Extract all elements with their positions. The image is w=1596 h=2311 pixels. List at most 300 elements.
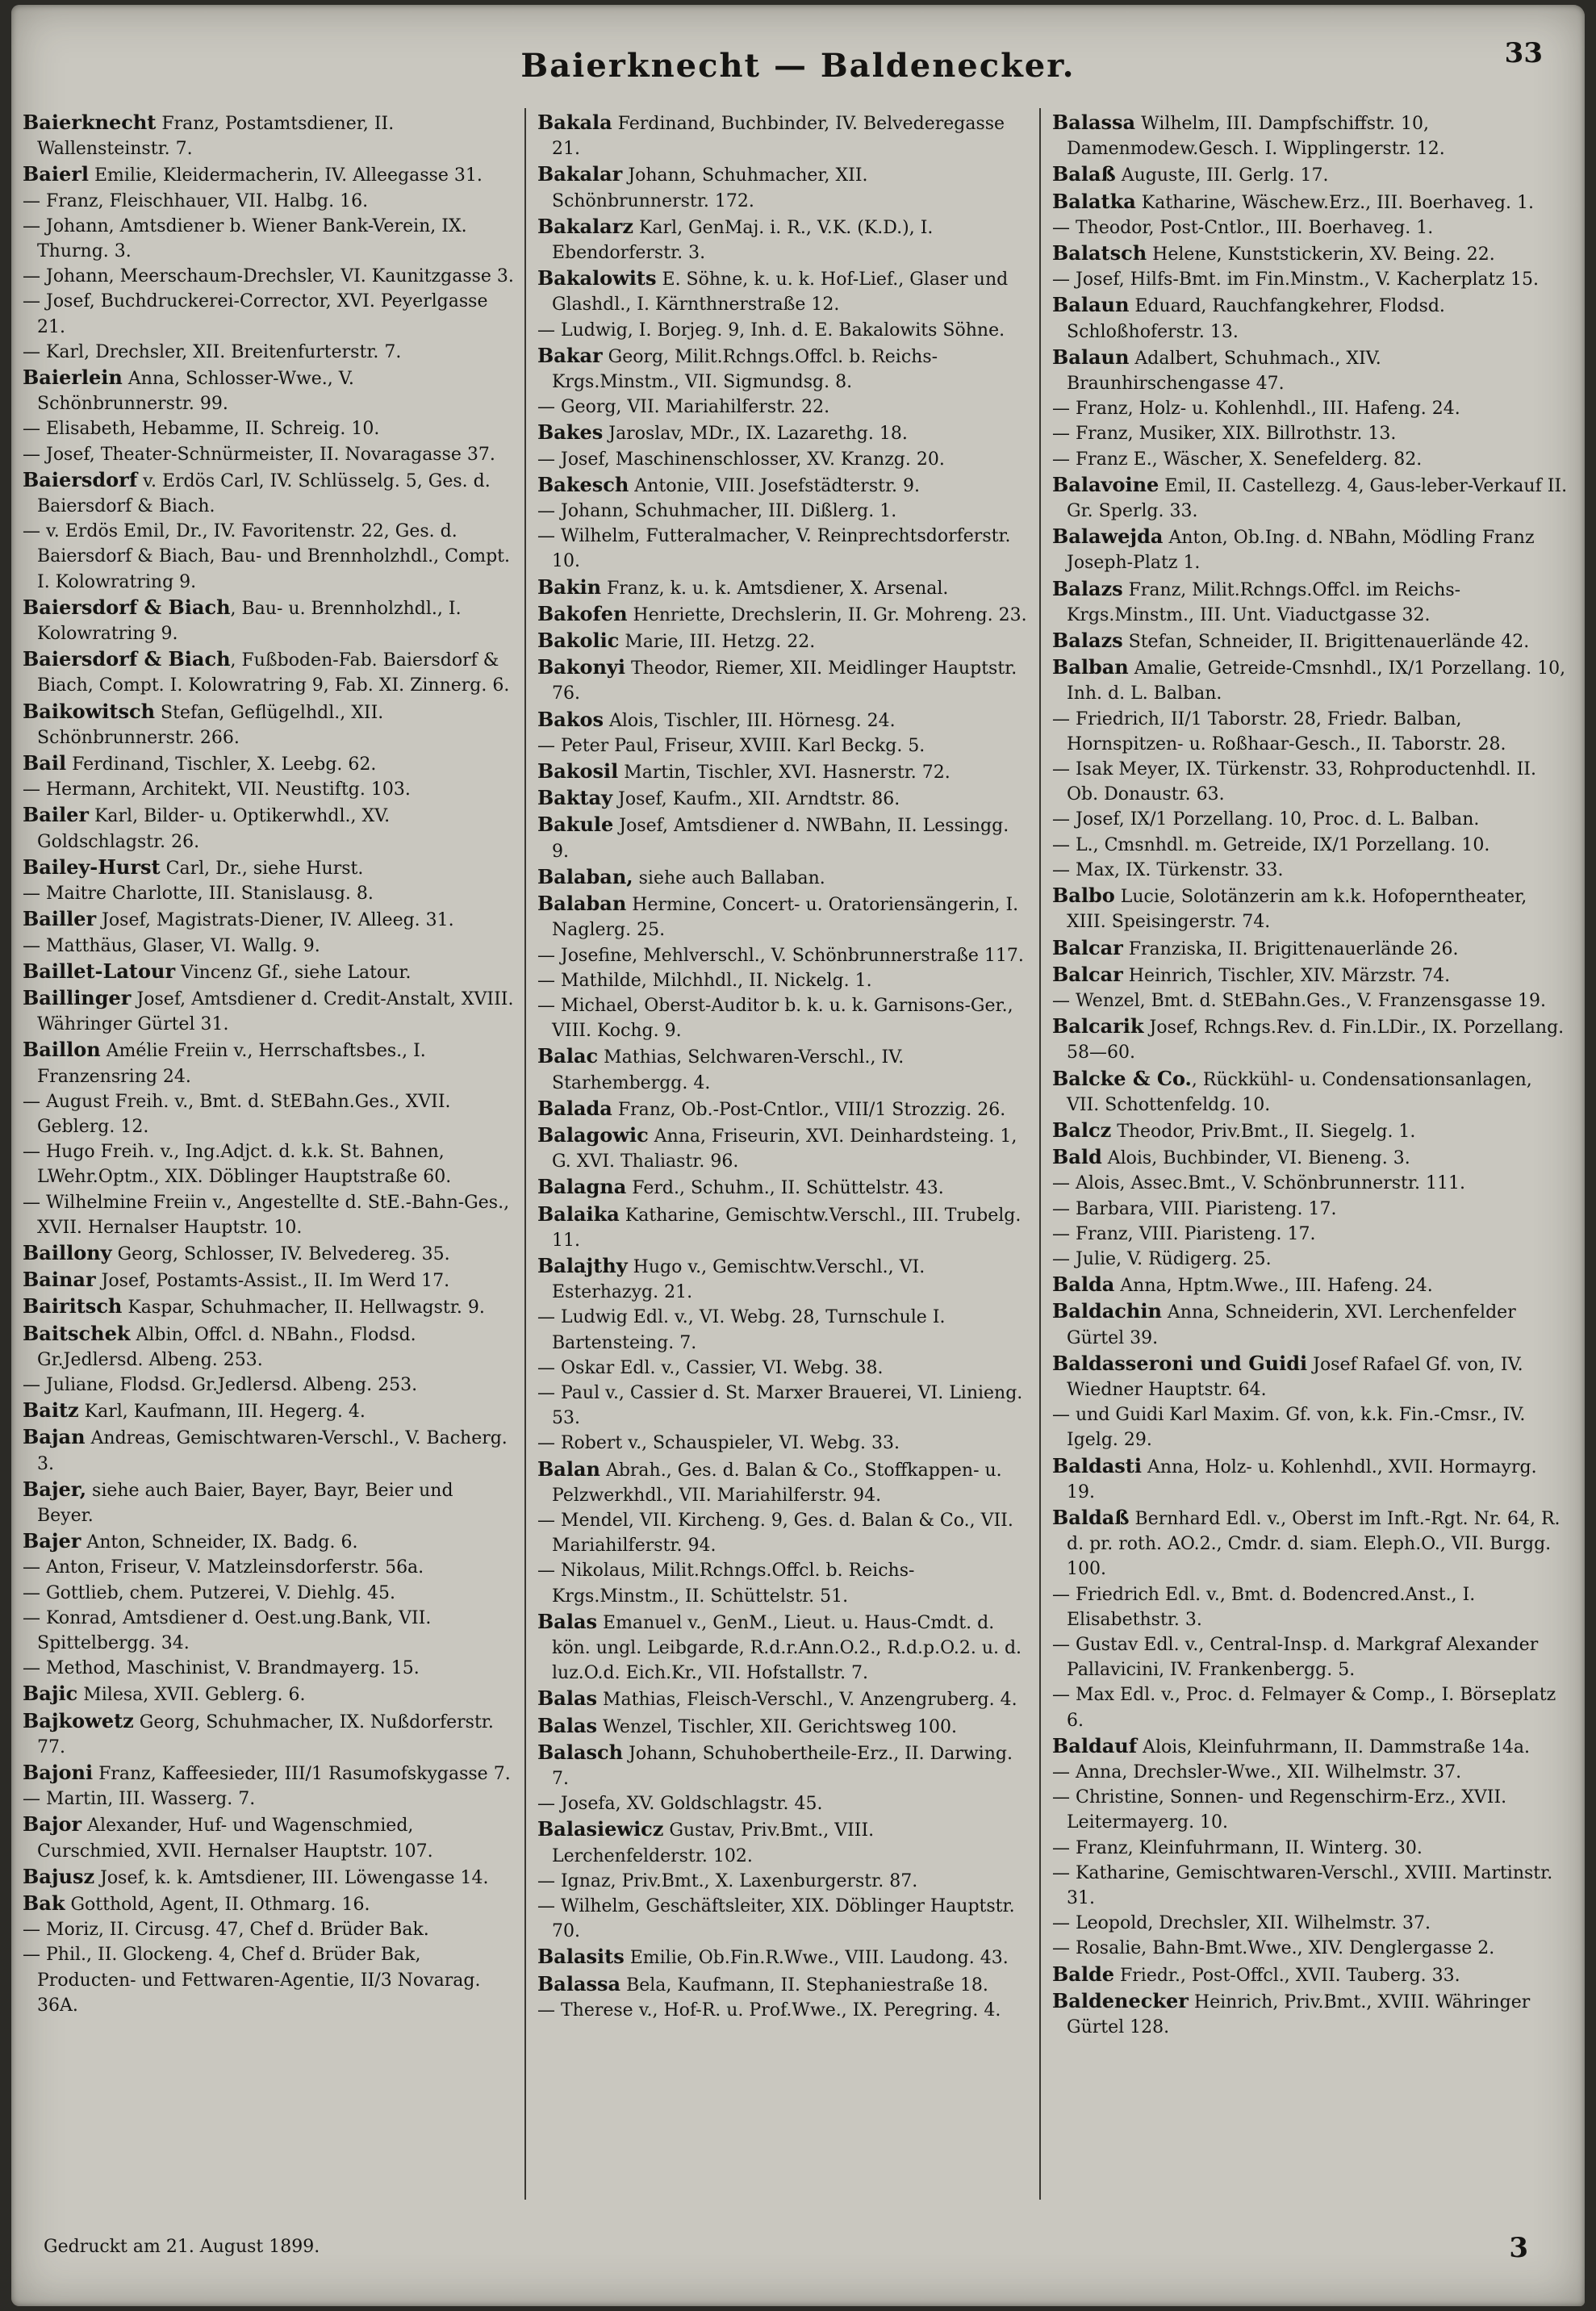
signature-mark: 3 xyxy=(1509,2232,1528,2264)
entry-details: Anna, Schlosser-Wwe., V. Schönbrunnerstr. 99. xyxy=(37,369,354,415)
entry-details: — Johann, Amtsdiener b. Wiener Bank-Verein, IX. Thurng. 3. xyxy=(23,215,467,262)
directory-entry xyxy=(537,1998,1030,2023)
entry-surname: Bailer xyxy=(23,803,89,827)
directory-entry xyxy=(23,750,515,777)
entry-details: Franz, Ob.-Post-Cntlor., VIII/1 Strozzig. 26. xyxy=(612,1099,1006,1120)
entry-details: Johann, Schuhmacher, XII. Schönbrunnerstr. 172. xyxy=(552,165,868,211)
entry-details: Lucie, Solotänzerin am k.k. Hofoperntheater, XIII. Speisingerstr. 74. xyxy=(1067,887,1527,933)
directory-entry xyxy=(537,420,1030,446)
directory-entry xyxy=(1052,576,1569,628)
entry-surname: Balaun xyxy=(1052,345,1130,369)
entry-surname: Bajer, xyxy=(23,1477,87,1501)
directory-entry xyxy=(1052,1760,1569,1785)
entry-surname: Baitz xyxy=(23,1398,79,1423)
directory-entry xyxy=(1052,240,1569,267)
entry-details: Karl, GenMaj. i. R., V.K. (K.D.), I. Ebendorferstr. 3. xyxy=(552,217,934,264)
entry-details: Anna, Friseurin, XVI. Deinhardsteing. 1, G. XVI. Thaliastr. 96. xyxy=(552,1126,1017,1172)
entry-details: Anna, Schneiderin, XVI. Lerchenfelder Gürtel 39. xyxy=(1067,1302,1516,1348)
entry-details: Henriette, Drechslerin, II. Gr. Mohreng. 23. xyxy=(627,604,1027,625)
directory-entry xyxy=(1052,1453,1569,1505)
directory-entry xyxy=(23,442,515,467)
directory-entry xyxy=(537,343,1030,395)
entry-surname: Balassa xyxy=(1052,111,1136,134)
entry-surname: Balbo xyxy=(1052,884,1115,908)
entry-details: Kaspar, Schuhmacher, II. Hellwagstr. 9. xyxy=(122,1298,485,1318)
entry-details: E. Söhne, k. u. k. Hof-Lief., Glaser und Glashdl., I. Kärnthnerstraße 12. xyxy=(552,270,1009,316)
entry-details: v. Erdös Carl, IV. Schlüsselg. 5, Ges. d. Baiersdorf & Biach. xyxy=(37,470,491,517)
entry-details: — Franz, Musiker, XIX. Billrothstr. 13. xyxy=(1052,424,1397,445)
directory-entry xyxy=(1052,345,1569,396)
directory-entry xyxy=(23,881,515,906)
directory-entry xyxy=(537,628,1030,654)
directory-entry xyxy=(537,785,1030,812)
entry-details: Stefan, Schneider, II. Brigittenauerlände 42. xyxy=(1122,632,1530,653)
directory-entry xyxy=(1052,421,1569,446)
entry-details: Alexander, Huf- und Wagenschmied, Curschmied, XVII. Hernalser Hauptstr. 107. xyxy=(37,1816,433,1862)
entry-surname: Bakalowits xyxy=(537,266,657,290)
entry-surname: Baierlein xyxy=(23,366,123,390)
entry-details: Katharine, Wäschew.Erz., III. Boerhaveg. 1. xyxy=(1135,192,1534,213)
directory-entry xyxy=(1052,1402,1569,1452)
entry-details: Josef, Postamts-Assist., II. Im Werd 17. xyxy=(95,1271,450,1292)
directory-entry xyxy=(1052,1988,1569,2040)
directory-entry xyxy=(537,1791,1030,1816)
entry-details: — Leopold, Drechsler, XII. Wilhelmstr. 37. xyxy=(1052,1913,1431,1934)
directory-entry xyxy=(537,1740,1030,1791)
directory-entry xyxy=(537,110,1030,161)
entry-details: — Karl, Drechsler, XII. Breitenfurterstr. 7. xyxy=(23,341,402,362)
entry-surname: Bald xyxy=(1052,1145,1102,1169)
entry-surname: Bajkowetz xyxy=(23,1708,134,1732)
entry-details: Helene, Kunststickerin, XV. Being. 22. xyxy=(1147,244,1495,265)
entry-details: — Gustav Edl. v., Central-Insp. d. Markgraf Alexander Pallavicini, IV. Frankenbergg. 5. xyxy=(1052,1634,1539,1681)
directory-entry xyxy=(1052,628,1569,654)
entry-surname: Balatsch xyxy=(1052,241,1147,265)
entry-surname: Balcar xyxy=(1052,962,1123,986)
directory-entry xyxy=(23,1812,515,1863)
directory-entry xyxy=(1052,1272,1569,1298)
entry-surname: Balac xyxy=(537,1044,599,1068)
directory-entry xyxy=(23,189,515,214)
entry-surname: Balas xyxy=(537,1609,598,1633)
entry-surname: Balcar xyxy=(1052,935,1123,959)
entry-details: — Johann, Meerschaum-Drechsler, VI. Kaunitzgasse 3. xyxy=(23,266,514,287)
directory-entry xyxy=(1052,1351,1569,1402)
entry-details: Anna, Hptm.Wwe., III. Hafeng. 24. xyxy=(1114,1276,1433,1297)
entry-details: Karl, Bilder- u. Optikerwhdl., XV. Goldschlagstr. 26. xyxy=(37,806,391,852)
entry-details: Jaroslav, MDr., IX. Lazarethg. 18. xyxy=(603,424,908,445)
entry-surname: Bakalar xyxy=(537,162,623,186)
entry-details: Antonie, VIII. Josefstädterstr. 9. xyxy=(629,475,921,496)
directory-entry xyxy=(23,161,515,188)
directory-entry xyxy=(1052,1582,1569,1632)
directory-entry xyxy=(1052,1911,1569,1936)
entry-details: Hermine, Concert- u. Oratoriensängerin, I. Naglerg. 25. xyxy=(552,895,1019,941)
directory-entry xyxy=(537,864,1030,891)
directory-entry xyxy=(23,1708,515,1760)
entry-details: siehe auch Ballaban. xyxy=(633,867,825,888)
entry-surname: Balcke & Co. xyxy=(1052,1066,1192,1090)
directory-entry xyxy=(1052,1936,1569,1961)
directory-entry xyxy=(1052,161,1569,188)
entry-surname: Bainar xyxy=(23,1268,96,1292)
directory-entry xyxy=(537,1096,1030,1122)
directory-entry xyxy=(1052,935,1569,962)
entry-surname: Bailey-Hurst xyxy=(23,855,161,879)
directory-entry xyxy=(23,1398,515,1424)
directory-entry xyxy=(537,499,1030,524)
entry-details: — Anton, Friseur, V. Matzleinsdorferstr. 56a. xyxy=(23,1557,424,1578)
entry-details: Katharine, Gemischtw.Verschl., III. Trubelg. 11. xyxy=(552,1205,1022,1251)
directory-entry xyxy=(23,777,515,802)
entry-details: Franziska, II. Brigittenauerlände 26. xyxy=(1122,938,1459,959)
entry-details: Gotthold, Agent, II. Othmarg. 16. xyxy=(65,1895,370,1916)
directory-entry xyxy=(537,1381,1030,1431)
entry-surname: Balazs xyxy=(1052,629,1123,653)
entry-surname: Baldachin xyxy=(1052,1299,1162,1323)
entry-surname: Bakesch xyxy=(537,472,629,496)
directory-entry xyxy=(1052,1197,1569,1222)
entry-details: Franz, Kaffeesieder, III/1 Rasumofskygasse 7. xyxy=(93,1764,511,1784)
entry-details: Wenzel, Tischler, XII. Gerichtsweg 100. xyxy=(597,1716,957,1737)
entry-details: — Paul v., Cassier d. St. Marxer Brauerei, VI. Linieng. 53. xyxy=(537,1382,1023,1429)
directory-entry xyxy=(1052,267,1569,292)
entry-surname: Balan xyxy=(537,1456,600,1481)
page-footer xyxy=(11,2216,1585,2280)
entry-details: — Katharine, Gemischtwaren-Verschl., XVIII. Martinstr. 31. xyxy=(1052,1862,1553,1909)
entry-details: Marie, III. Hetzg. 22. xyxy=(619,632,816,653)
entry-surname: Bakos xyxy=(537,707,604,731)
entry-details: , Rückkühl- u. Condensationsanlagen, VII. Schottenfeldg. 10. xyxy=(1067,1069,1532,1115)
entry-details: — Ignaz, Priv.Bmt., X. Laxenburgerstr. 87. xyxy=(537,1870,918,1891)
entry-details: — L., Cmsnhdl. m. Getreide, IX/1 Porzellang. 10. xyxy=(1052,834,1490,855)
entry-surname: Balavoine xyxy=(1052,472,1159,496)
directory-entry xyxy=(1052,654,1569,706)
directory-entry xyxy=(537,733,1030,758)
directory-entry xyxy=(23,906,515,933)
entry-surname: Balas xyxy=(537,1686,598,1711)
entry-details: Bela, Kaufmann, II. Stephaniestraße 18. xyxy=(620,1975,988,1995)
entry-surname: Balda xyxy=(1052,1273,1115,1297)
directory-entry xyxy=(1052,189,1569,215)
entry-surname: Bakala xyxy=(537,111,612,134)
entry-details: Mathias, Fleisch-Verschl., V. Anzengruberg. 4. xyxy=(597,1690,1017,1711)
entry-details: — Franz E., Wäscher, X. Senefelderg. 82. xyxy=(1052,449,1423,470)
directory-entry xyxy=(1052,396,1569,421)
directory-entry xyxy=(537,1894,1030,1944)
entry-details: Alois, Tischler, III. Hörnesg. 24. xyxy=(603,710,896,731)
directory-entry xyxy=(537,1431,1030,1456)
entry-details: — Michael, Oberst-Auditor b. k. u. k. Garnisons-Ger., VIII. Kochg. 9. xyxy=(537,995,1013,1042)
entry-surname: Bakin xyxy=(537,575,602,599)
entry-surname: Bajusz xyxy=(23,1864,95,1888)
entry-surname: Bakar xyxy=(537,343,603,367)
entry-details: Friedr., Post-Offcl., XVII. Tauberg. 33. xyxy=(1114,1965,1460,1986)
directory-entry xyxy=(1052,292,1569,344)
column-divider xyxy=(1039,108,1041,2200)
entry-details: Josef, Amtsdiener d. Credit-Anstalt, XVIII. Währinger Gürtel 31. xyxy=(37,988,514,1035)
entry-details: Amélie Freiin v., Herrschaftsbes., I. Franzensring 24. xyxy=(37,1041,426,1087)
entry-surname: Baiersdorf & Biach xyxy=(23,647,231,671)
directory-entry xyxy=(1052,447,1569,472)
directory-entry xyxy=(23,365,515,416)
entry-details: Carl, Dr., siehe Hurst. xyxy=(160,858,364,879)
directory-entry xyxy=(537,1456,1030,1508)
entry-details: — Phil., II. Glockeng. 4, Chef d. Brüder Bak, Producten- und Fettwaren-Agentie, II/3 Novarag. 36A. xyxy=(23,1945,481,2016)
directory-entry xyxy=(23,1240,515,1267)
directory-entry xyxy=(23,289,515,339)
directory-entry xyxy=(1052,1733,1569,1760)
entry-details: — Theodor, Post-Cntlor., III. Boerhaveg. 1. xyxy=(1052,217,1434,238)
entry-details: Anna, Holz- u. Kohlenhdl., XVII. Hormayrg. 19. xyxy=(1067,1456,1537,1502)
entry-surname: Bakalarz xyxy=(537,214,633,238)
entry-details: — Mendel, VII. Kircheng. 9, Ges. d. Balan & Co., VII. Mariahilferstr. 94. xyxy=(537,1510,1013,1557)
entry-details: — Josef, IX/1 Porzellang. 10, Proc. d. L. Balban. xyxy=(1052,809,1480,830)
entry-details: Ferdinand, Buchbinder, IV. Belvederegasse 21. xyxy=(552,114,1005,160)
column-3 xyxy=(1052,110,1569,2200)
entry-details: — Ludwig Edl. v., VI. Webg. 28, Turnschule I. Bartensteing. 7. xyxy=(537,1307,946,1353)
entry-details: Emilie, Kleidermacherin, IV. Alleegasse 31. xyxy=(88,165,483,186)
entry-details: Josef, Magistrats-Diener, IV. Alleeg. 31. xyxy=(96,910,454,931)
entry-surname: Bajic xyxy=(23,1682,78,1706)
entry-details: Emanuel v., GenM., Lieut. u. Haus-Cmdt. d. kön. ungl. Leibgarde, R.d.r.Ann.O.2., R.d.p.O.2. u. d. luz.O.d. Eich.Kr., VII. Hofstallstr. 7. xyxy=(552,1612,1022,1684)
entry-surname: Balasits xyxy=(537,1945,625,1969)
directory-entry xyxy=(23,1293,515,1320)
directory-entry xyxy=(23,1681,515,1707)
directory-entry xyxy=(1052,1836,1569,1861)
directory-entry xyxy=(537,812,1030,863)
directory-entry xyxy=(23,1139,515,1189)
entry-details: — Friedrich Edl. v., Bmt. d. Bodencred.Anst., I. Elisabethstr. 3. xyxy=(1052,1584,1476,1630)
entry-surname: Balassa xyxy=(537,1971,621,1995)
column-2 xyxy=(537,110,1030,2200)
directory-entry xyxy=(23,1555,515,1580)
entry-details: Bernhard Edl. v., Oberst im Inft.-Rgt. Nr. 64, R. d. pr. roth. AO.2., Cmdr. d. siam. Eleph.O., VII. Burgg. 100. xyxy=(1067,1508,1560,1580)
directory-entry xyxy=(537,1686,1030,1712)
entry-details: — Josefa, XV. Goldschlagstr. 45. xyxy=(537,1794,823,1815)
entry-details: Emil, II. Castellezg. 4, Gaus-leber-Verkauf II. Gr. Sperlg. 33. xyxy=(1067,475,1568,522)
directory-entry xyxy=(23,595,515,646)
entry-surname: Balasch xyxy=(537,1740,624,1764)
directory-entry xyxy=(537,601,1030,628)
directory-entry xyxy=(1052,1682,1569,1732)
directory-entry xyxy=(23,467,515,519)
directory-entry xyxy=(23,1089,515,1139)
directory-entry xyxy=(537,1508,1030,1558)
directory-entry xyxy=(23,1864,515,1891)
entry-surname: Baktay xyxy=(537,786,613,810)
entry-details: — Christine, Sonnen- und Regenschirm-Erz., XVII. Leitermayerg. 10. xyxy=(1052,1787,1507,1833)
running-head: Baierknecht — Baldenecker. xyxy=(520,47,1076,85)
entry-details: — Alois, Assec.Bmt., V. Schönbrunnerstr. 111. xyxy=(1052,1173,1465,1194)
directory-entry xyxy=(537,395,1030,420)
directory-entry xyxy=(23,699,515,750)
directory-entry xyxy=(537,1558,1030,1608)
entry-surname: Bajor xyxy=(23,1812,82,1837)
directory-entry xyxy=(1052,472,1569,524)
entry-details: — Anna, Drechsler-Wwe., XII. Wilhelmstr. 37. xyxy=(1052,1762,1462,1782)
directory-entry xyxy=(537,1609,1030,1686)
entry-surname: Balde xyxy=(1052,1962,1115,1986)
entry-surname: Bakes xyxy=(537,420,604,445)
entry-details: — und Guidi Karl Maxim. Gf. von, k.k. Fin.-Cmsr., IV. Igelg. 29. xyxy=(1052,1405,1526,1451)
directory-entry xyxy=(537,1201,1030,1253)
entry-details: Gustav, Priv.Bmt., VIII. Lerchenfelderstr. 102. xyxy=(552,1820,875,1866)
entry-surname: Bakule xyxy=(537,813,614,837)
entry-details: — Johann, Schuhmacher, III. Dißlerg. 1. xyxy=(537,501,897,522)
directory-entry xyxy=(23,264,515,289)
entry-surname: Balazs xyxy=(1052,576,1123,600)
entry-details: Auguste, III. Gerlg. 17. xyxy=(1115,165,1329,186)
directory-entry xyxy=(537,1043,1030,1095)
directory-entry xyxy=(537,968,1030,993)
directory-entry xyxy=(537,524,1030,574)
entry-details: Karl, Kaufmann, III. Hegerg. 4. xyxy=(78,1402,366,1423)
directory-entry xyxy=(1052,1298,1569,1350)
entry-details: — Nikolaus, Milit.Rchngs.Offcl. b. Reichs-Krgs.Minstm., II. Schüttelstr. 51. xyxy=(537,1561,915,1607)
directory-page xyxy=(11,5,1585,2306)
entry-details: — Max Edl. v., Proc. d. Felmayer & Comp., I. Börseplatz 6. xyxy=(1052,1685,1556,1731)
entry-details: Albin, Offcl. d. NBahn., Flodsd. Gr.Jedlersd. Albeng. 253. xyxy=(37,1324,416,1370)
directory-entry xyxy=(1052,962,1569,988)
entry-details: Emilie, Ob.Fin.R.Wwe., VIII. Laudong. 43. xyxy=(624,1948,1009,1969)
directory-entry xyxy=(1052,707,1569,757)
entry-details: — Josef, Hilfs-Bmt. im Fin.Minstm., V. Kacherplatz 15. xyxy=(1052,270,1540,290)
entry-details: Wilhelm, III. Dampfschiffstr. 10, Damenmodew.Gesch. I. Wipplingerstr. 12. xyxy=(1067,114,1445,160)
directory-entry xyxy=(1052,1632,1569,1682)
entry-details: — Franz, Kleinfuhrmann, II. Winterg. 30. xyxy=(1052,1837,1423,1858)
entry-details: Franz, Postamtsdiener, II. Wallensteinstr. 7. xyxy=(37,114,395,160)
entry-details: — Rosalie, Bahn-Bmt.Wwe., XIV. Denglergasse 2. xyxy=(1052,1938,1495,1959)
directory-entry xyxy=(537,1122,1030,1174)
entry-details: — Juliane, Flodsd. Gr.Jedlersd. Albeng. 253. xyxy=(23,1374,418,1395)
entry-surname: Balajthy xyxy=(537,1253,628,1277)
directory-entry xyxy=(23,646,515,698)
entry-details: Theodor, Priv.Bmt., II. Siegelg. 1. xyxy=(1111,1121,1416,1142)
entry-details: — Josefine, Mehlverschl., V. Schönbrunnerstraße 117. xyxy=(537,945,1024,966)
entry-details: — Method, Maschinist, V. Brandmayerg. 15. xyxy=(23,1658,420,1679)
directory-entry xyxy=(537,1356,1030,1381)
directory-entry xyxy=(23,1606,515,1656)
entry-details: — Oskar Edl. v., Cassier, VI. Webg. 38. xyxy=(537,1357,884,1378)
directory-entry xyxy=(23,934,515,959)
entry-surname: Bakofen xyxy=(537,601,628,625)
entry-surname: Baldenecker xyxy=(1052,1988,1189,2012)
entry-details: — Hugo Freih. v., Ing.Adjct. d. k.k. St. Bahnen, LWehr.Optm., XIX. Döblinger Hauptstraße 60. xyxy=(23,1142,452,1188)
entry-details: Heinrich, Priv.Bmt., XVIII. Währinger Gürtel 128. xyxy=(1067,1991,1531,2038)
entry-details: — Konrad, Amtsdiener d. Oest.ung.Bank, VII. Spittelbergg. 34. xyxy=(23,1607,432,1653)
entry-details: Johann, Schuhobertheile-Erz., II. Darwing. 7. xyxy=(552,1743,1013,1789)
directory-entry xyxy=(1052,1118,1569,1144)
entry-surname: Bakonyi xyxy=(537,655,625,679)
directory-entry xyxy=(537,1944,1030,1970)
entry-surname: Balas xyxy=(537,1713,598,1737)
entry-details: — Franz, Holz- u. Kohlenhdl., III. Hafeng. 24. xyxy=(1052,399,1460,420)
directory-entry xyxy=(23,1190,515,1240)
directory-entry xyxy=(537,214,1030,265)
directory-entry xyxy=(23,985,515,1037)
directory-entry xyxy=(1052,833,1569,858)
entry-details: Anton, Schneider, IX. Badg. 6. xyxy=(81,1532,358,1553)
entry-details: — Wilhelm, Geschäftsleiter, XIX. Döblinger Hauptstr. 70. xyxy=(537,1896,1015,1942)
entry-details: — Wilhelm, Futteralmacher, V. Reinprechtsdorferstr. 10. xyxy=(537,526,1011,572)
directory-entry xyxy=(537,1816,1030,1868)
directory-entry xyxy=(23,1942,515,2018)
entry-details: Alois, Buchbinder, VI. Bieneng. 3. xyxy=(1101,1148,1410,1169)
entry-details: Georg, Schuhmacher, IX. Nußdorferstr. 77. xyxy=(37,1711,494,1757)
directory-entry xyxy=(537,447,1030,472)
entry-surname: Bailler xyxy=(23,907,97,931)
directory-entry xyxy=(23,1891,515,1917)
entry-details: — Maitre Charlotte, III. Stanislausg. 8. xyxy=(23,884,374,905)
entry-details: Martin, Tischler, XVI. Hasnerstr. 72. xyxy=(618,763,950,784)
directory-entry xyxy=(1052,1962,1569,1988)
directory-entry xyxy=(23,959,515,985)
directory-entry xyxy=(537,758,1030,785)
entry-details: Milesa, XVII. Geblerg. 6. xyxy=(77,1685,306,1706)
entry-details: — Barbara, VIII. Piaristeng. 17. xyxy=(1052,1198,1337,1219)
directory-entry xyxy=(1052,1505,1569,1582)
directory-entry xyxy=(537,1971,1030,1998)
directory-entry xyxy=(537,575,1030,601)
entry-details: Josef, Kaufm., XII. Arndtstr. 86. xyxy=(612,789,900,810)
directory-entry xyxy=(1052,807,1569,832)
entry-details: — Isak Meyer, IX. Türkenstr. 33, Rohproductenhdl. II. Ob. Donaustr. 63. xyxy=(1052,759,1536,805)
directory-entry xyxy=(23,1321,515,1373)
entry-surname: Bajan xyxy=(23,1425,86,1449)
directory-entry xyxy=(1052,1066,1569,1118)
directory-entry xyxy=(23,1267,515,1293)
entry-surname: Balada xyxy=(537,1096,612,1120)
entry-details: — Gottlieb, chem. Putzerei, V. Diehlg. 45. xyxy=(23,1582,395,1603)
entry-surname: Balaban, xyxy=(537,864,633,888)
entry-surname: Baikowitsch xyxy=(23,699,156,723)
directory-entry xyxy=(1052,1171,1569,1196)
entry-surname: Bail xyxy=(23,751,67,775)
column-divider xyxy=(524,108,526,2200)
entry-details: Josef, Rchngs.Rev. d. Fin.LDir., IX. Porzellang. 58—60. xyxy=(1067,1018,1565,1064)
print-date: Gedruckt am 21. August 1899. xyxy=(44,2237,320,2257)
directory-entry xyxy=(23,416,515,441)
entry-details: — Wenzel, Bmt. d. StEBahn.Ges., V. Franzensgasse 19. xyxy=(1052,990,1546,1011)
entry-details: Abrah., Ges. d. Balan & Co., Stoffkappen- u. Pelzwerkhdl., VII. Mariahilferstr. 94. xyxy=(552,1460,1002,1506)
entry-details: Georg, Schlosser, IV. Belvedereg. 35. xyxy=(111,1243,450,1264)
entry-surname: Balban xyxy=(1052,655,1129,679)
entry-details: Heinrich, Tischler, XIV. Märzstr. 74. xyxy=(1122,965,1451,986)
entry-details: — Josef, Maschinenschlosser, XV. Kranzg. 20. xyxy=(537,449,945,470)
page-number: 33 xyxy=(1504,37,1543,69)
entry-surname: Balagowic xyxy=(537,1122,649,1147)
entry-details: Josef, k. k. Amtsdiener, III. Löwengasse 14. xyxy=(94,1867,489,1888)
directory-entry xyxy=(537,1869,1030,1894)
entry-details: Josef, Amtsdiener d. NWBahn, II. Lessingg. 9. xyxy=(552,816,1009,862)
directory-entry xyxy=(23,340,515,365)
entry-details: Ferd., Schuhm., II. Schüttelstr. 43. xyxy=(626,1178,944,1199)
entry-surname: Baillinger xyxy=(23,985,132,1009)
entry-details: — Franz, Fleischhauer, VII. Halbg. 16. xyxy=(23,190,369,211)
entry-surname: Baldauf xyxy=(1052,1733,1138,1757)
entry-surname: Balcz xyxy=(1052,1118,1112,1142)
directory-entry xyxy=(1052,524,1569,575)
directory-entry xyxy=(537,943,1030,968)
entry-details: — Friedrich, II/1 Taborstr. 28, Friedr. Balban, Hornspitzen- u. Roßhaar-Gesch., II. Taborstr. 28. xyxy=(1052,708,1506,754)
directory-entry xyxy=(23,1581,515,1606)
entry-surname: Baldasseroni und Guidi xyxy=(1052,1351,1308,1375)
entry-surname: Baillon xyxy=(23,1038,101,1062)
entry-surname: Bakosil xyxy=(537,759,619,784)
entry-details: — Wilhelmine Freiin v., Angestellte d. StE.-Bahn-Ges., XVII. Hernalser Hauptstr. 10. xyxy=(23,1192,510,1238)
entry-details: Theodor, Riemer, XII. Meidlinger Hauptstr. 76. xyxy=(552,658,1017,704)
